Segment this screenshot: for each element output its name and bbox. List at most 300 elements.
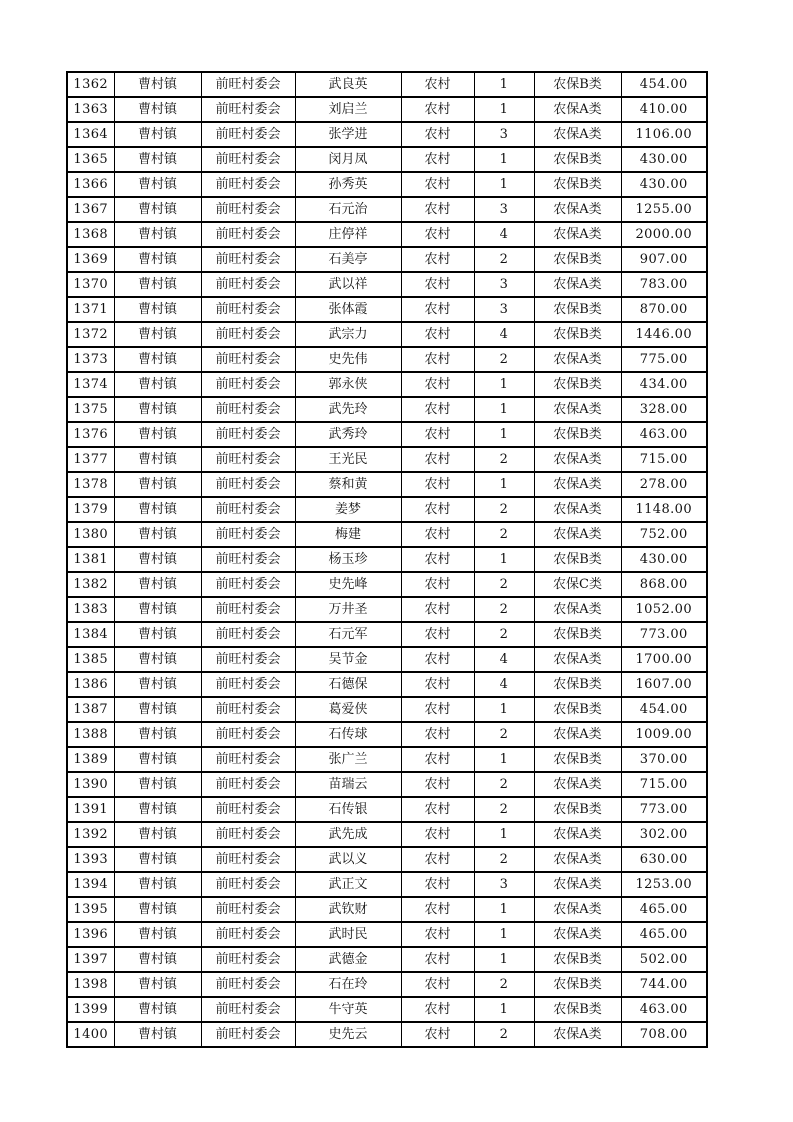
cell-amount: 1253.00 bbox=[621, 872, 707, 897]
cell-category: 农保A类 bbox=[534, 347, 621, 372]
cell-town: 曹村镇 bbox=[114, 747, 201, 772]
cell-residence: 农村 bbox=[401, 222, 474, 247]
cell-count: 2 bbox=[474, 622, 534, 647]
cell-village: 前旺村委会 bbox=[201, 872, 295, 897]
table-row bbox=[67, 697, 707, 722]
table-row bbox=[67, 97, 707, 122]
table-row bbox=[67, 922, 707, 947]
cell-seq: 1364 bbox=[67, 122, 114, 147]
cell-name: 武秀玲 bbox=[295, 422, 401, 447]
cell-category: 农保B类 bbox=[534, 997, 621, 1022]
cell-name: 石传球 bbox=[295, 722, 401, 747]
cell-count: 1 bbox=[474, 97, 534, 122]
cell-count: 2 bbox=[474, 447, 534, 472]
table-row bbox=[67, 147, 707, 172]
table-row bbox=[67, 572, 707, 597]
cell-residence: 农村 bbox=[401, 147, 474, 172]
cell-village: 前旺村委会 bbox=[201, 722, 295, 747]
cell-seq: 1367 bbox=[67, 197, 114, 222]
cell-village: 前旺村委会 bbox=[201, 922, 295, 947]
cell-town: 曹村镇 bbox=[114, 697, 201, 722]
cell-town: 曹村镇 bbox=[114, 72, 201, 97]
cell-town: 曹村镇 bbox=[114, 872, 201, 897]
cell-name: 武钦财 bbox=[295, 897, 401, 922]
table-row bbox=[67, 497, 707, 522]
cell-name: 庄停祥 bbox=[295, 222, 401, 247]
cell-residence: 农村 bbox=[401, 997, 474, 1022]
cell-category: 农保A类 bbox=[534, 647, 621, 672]
cell-town: 曹村镇 bbox=[114, 97, 201, 122]
cell-count: 1 bbox=[474, 922, 534, 947]
cell-name: 姜梦 bbox=[295, 497, 401, 522]
cell-residence: 农村 bbox=[401, 1022, 474, 1047]
table-row bbox=[67, 722, 707, 747]
cell-name: 张广兰 bbox=[295, 747, 401, 772]
cell-residence: 农村 bbox=[401, 97, 474, 122]
cell-count: 2 bbox=[474, 847, 534, 872]
cell-category: 农保B类 bbox=[534, 547, 621, 572]
cell-count: 4 bbox=[474, 647, 534, 672]
cell-category: 农保A类 bbox=[534, 97, 621, 122]
table-row bbox=[67, 522, 707, 547]
cell-category: 农保A类 bbox=[534, 847, 621, 872]
cell-name: 梅建 bbox=[295, 522, 401, 547]
table-row bbox=[67, 122, 707, 147]
cell-amount: 454.00 bbox=[621, 72, 707, 97]
cell-residence: 农村 bbox=[401, 947, 474, 972]
cell-village: 前旺村委会 bbox=[201, 897, 295, 922]
table-row bbox=[67, 247, 707, 272]
cell-town: 曹村镇 bbox=[114, 597, 201, 622]
cell-seq: 1389 bbox=[67, 747, 114, 772]
table-row bbox=[67, 397, 707, 422]
table-row bbox=[67, 172, 707, 197]
cell-residence: 农村 bbox=[401, 672, 474, 697]
cell-category: 农保A类 bbox=[534, 472, 621, 497]
cell-category: 农保B类 bbox=[534, 747, 621, 772]
cell-village: 前旺村委会 bbox=[201, 297, 295, 322]
cell-residence: 农村 bbox=[401, 572, 474, 597]
cell-count: 1 bbox=[474, 697, 534, 722]
cell-amount: 744.00 bbox=[621, 972, 707, 997]
cell-town: 曹村镇 bbox=[114, 897, 201, 922]
table-row bbox=[67, 347, 707, 372]
cell-category: 农保A类 bbox=[534, 922, 621, 947]
cell-village: 前旺村委会 bbox=[201, 397, 295, 422]
cell-name: 石美亭 bbox=[295, 247, 401, 272]
cell-town: 曹村镇 bbox=[114, 472, 201, 497]
cell-amount: 773.00 bbox=[621, 797, 707, 822]
cell-town: 曹村镇 bbox=[114, 147, 201, 172]
cell-count: 1 bbox=[474, 947, 534, 972]
cell-residence: 农村 bbox=[401, 772, 474, 797]
cell-village: 前旺村委会 bbox=[201, 647, 295, 672]
cell-category: 农保B类 bbox=[534, 947, 621, 972]
cell-amount: 410.00 bbox=[621, 97, 707, 122]
cell-category: 农保A类 bbox=[534, 597, 621, 622]
cell-town: 曹村镇 bbox=[114, 672, 201, 697]
cell-village: 前旺村委会 bbox=[201, 447, 295, 472]
cell-residence: 农村 bbox=[401, 422, 474, 447]
cell-category: 农保B类 bbox=[534, 672, 621, 697]
cell-town: 曹村镇 bbox=[114, 772, 201, 797]
cell-seq: 1387 bbox=[67, 697, 114, 722]
cell-name: 杨玉珍 bbox=[295, 547, 401, 572]
cell-town: 曹村镇 bbox=[114, 972, 201, 997]
table-row bbox=[67, 197, 707, 222]
cell-amount: 328.00 bbox=[621, 397, 707, 422]
cell-residence: 农村 bbox=[401, 597, 474, 622]
table-row bbox=[67, 997, 707, 1022]
cell-amount: 465.00 bbox=[621, 897, 707, 922]
cell-category: 农保B类 bbox=[534, 247, 621, 272]
cell-count: 1 bbox=[474, 147, 534, 172]
cell-name: 王光民 bbox=[295, 447, 401, 472]
cell-residence: 农村 bbox=[401, 497, 474, 522]
cell-village: 前旺村委会 bbox=[201, 747, 295, 772]
table-row bbox=[67, 72, 707, 97]
cell-town: 曹村镇 bbox=[114, 997, 201, 1022]
cell-seq: 1386 bbox=[67, 672, 114, 697]
cell-village: 前旺村委会 bbox=[201, 572, 295, 597]
cell-category: 农保A类 bbox=[534, 447, 621, 472]
cell-seq: 1378 bbox=[67, 472, 114, 497]
cell-village: 前旺村委会 bbox=[201, 622, 295, 647]
cell-name: 武先成 bbox=[295, 822, 401, 847]
cell-town: 曹村镇 bbox=[114, 572, 201, 597]
cell-count: 1 bbox=[474, 372, 534, 397]
cell-name: 史先峰 bbox=[295, 572, 401, 597]
cell-village: 前旺村委会 bbox=[201, 947, 295, 972]
cell-residence: 农村 bbox=[401, 547, 474, 572]
cell-seq: 1390 bbox=[67, 772, 114, 797]
cell-seq: 1391 bbox=[67, 797, 114, 822]
cell-name: 张学进 bbox=[295, 122, 401, 147]
cell-village: 前旺村委会 bbox=[201, 472, 295, 497]
cell-name: 吴节金 bbox=[295, 647, 401, 672]
cell-seq: 1363 bbox=[67, 97, 114, 122]
cell-category: 农保B类 bbox=[534, 72, 621, 97]
table-row bbox=[67, 547, 707, 572]
table-row bbox=[67, 972, 707, 997]
cell-amount: 783.00 bbox=[621, 272, 707, 297]
cell-town: 曹村镇 bbox=[114, 622, 201, 647]
cell-count: 3 bbox=[474, 197, 534, 222]
cell-village: 前旺村委会 bbox=[201, 547, 295, 572]
cell-village: 前旺村委会 bbox=[201, 322, 295, 347]
cell-village: 前旺村委会 bbox=[201, 222, 295, 247]
cell-name: 石德保 bbox=[295, 672, 401, 697]
cell-name: 葛爱侠 bbox=[295, 697, 401, 722]
cell-seq: 1362 bbox=[67, 72, 114, 97]
table-row bbox=[67, 472, 707, 497]
cell-amount: 430.00 bbox=[621, 172, 707, 197]
cell-seq: 1393 bbox=[67, 847, 114, 872]
cell-category: 农保B类 bbox=[534, 797, 621, 822]
cell-seq: 1375 bbox=[67, 397, 114, 422]
cell-count: 1 bbox=[474, 997, 534, 1022]
cell-category: 农保A类 bbox=[534, 522, 621, 547]
cell-town: 曹村镇 bbox=[114, 422, 201, 447]
cell-village: 前旺村委会 bbox=[201, 972, 295, 997]
cell-residence: 农村 bbox=[401, 722, 474, 747]
cell-amount: 708.00 bbox=[621, 1022, 707, 1047]
table-row bbox=[67, 447, 707, 472]
cell-seq: 1379 bbox=[67, 497, 114, 522]
cell-residence: 农村 bbox=[401, 197, 474, 222]
cell-amount: 463.00 bbox=[621, 997, 707, 1022]
cell-amount: 907.00 bbox=[621, 247, 707, 272]
cell-residence: 农村 bbox=[401, 272, 474, 297]
cell-residence: 农村 bbox=[401, 622, 474, 647]
cell-amount: 773.00 bbox=[621, 622, 707, 647]
cell-category: 农保A类 bbox=[534, 822, 621, 847]
cell-town: 曹村镇 bbox=[114, 397, 201, 422]
cell-count: 2 bbox=[474, 522, 534, 547]
table-body bbox=[67, 72, 707, 1047]
cell-village: 前旺村委会 bbox=[201, 797, 295, 822]
table-row bbox=[67, 797, 707, 822]
cell-category: 农保A类 bbox=[534, 397, 621, 422]
cell-residence: 农村 bbox=[401, 372, 474, 397]
cell-seq: 1395 bbox=[67, 897, 114, 922]
cell-town: 曹村镇 bbox=[114, 647, 201, 672]
cell-amount: 430.00 bbox=[621, 147, 707, 172]
cell-village: 前旺村委会 bbox=[201, 147, 295, 172]
cell-village: 前旺村委会 bbox=[201, 347, 295, 372]
cell-amount: 1106.00 bbox=[621, 122, 707, 147]
cell-amount: 1607.00 bbox=[621, 672, 707, 697]
cell-count: 1 bbox=[474, 472, 534, 497]
cell-count: 4 bbox=[474, 322, 534, 347]
cell-amount: 775.00 bbox=[621, 347, 707, 372]
cell-town: 曹村镇 bbox=[114, 172, 201, 197]
cell-category: 农保A类 bbox=[534, 197, 621, 222]
cell-village: 前旺村委会 bbox=[201, 122, 295, 147]
table-row bbox=[67, 297, 707, 322]
cell-seq: 1377 bbox=[67, 447, 114, 472]
cell-name: 史先伟 bbox=[295, 347, 401, 372]
cell-village: 前旺村委会 bbox=[201, 772, 295, 797]
table-row bbox=[67, 872, 707, 897]
cell-amount: 1446.00 bbox=[621, 322, 707, 347]
cell-town: 曹村镇 bbox=[114, 222, 201, 247]
cell-town: 曹村镇 bbox=[114, 247, 201, 272]
table-row bbox=[67, 322, 707, 347]
cell-count: 3 bbox=[474, 272, 534, 297]
pension-roster-table bbox=[66, 71, 708, 1048]
cell-count: 2 bbox=[474, 247, 534, 272]
cell-seq: 1368 bbox=[67, 222, 114, 247]
cell-town: 曹村镇 bbox=[114, 547, 201, 572]
cell-seq: 1371 bbox=[67, 297, 114, 322]
cell-residence: 农村 bbox=[401, 247, 474, 272]
cell-count: 1 bbox=[474, 72, 534, 97]
cell-name: 武以祥 bbox=[295, 272, 401, 297]
cell-name: 刘启兰 bbox=[295, 97, 401, 122]
cell-category: 农保B类 bbox=[534, 697, 621, 722]
table-row bbox=[67, 747, 707, 772]
cell-amount: 715.00 bbox=[621, 447, 707, 472]
cell-count: 1 bbox=[474, 747, 534, 772]
cell-village: 前旺村委会 bbox=[201, 197, 295, 222]
table-row bbox=[67, 772, 707, 797]
cell-residence: 农村 bbox=[401, 472, 474, 497]
table-row bbox=[67, 1022, 707, 1047]
cell-name: 武先玲 bbox=[295, 397, 401, 422]
cell-seq: 1381 bbox=[67, 547, 114, 572]
cell-seq: 1376 bbox=[67, 422, 114, 447]
cell-village: 前旺村委会 bbox=[201, 1022, 295, 1047]
cell-town: 曹村镇 bbox=[114, 297, 201, 322]
table-row bbox=[67, 897, 707, 922]
cell-amount: 463.00 bbox=[621, 422, 707, 447]
cell-town: 曹村镇 bbox=[114, 822, 201, 847]
cell-residence: 农村 bbox=[401, 747, 474, 772]
cell-name: 石在玲 bbox=[295, 972, 401, 997]
table-row bbox=[67, 822, 707, 847]
cell-category: 农保A类 bbox=[534, 872, 621, 897]
cell-seq: 1380 bbox=[67, 522, 114, 547]
cell-name: 郭永侠 bbox=[295, 372, 401, 397]
table-row bbox=[67, 597, 707, 622]
cell-category: 农保B类 bbox=[534, 622, 621, 647]
cell-name: 武良英 bbox=[295, 72, 401, 97]
cell-residence: 农村 bbox=[401, 822, 474, 847]
cell-town: 曹村镇 bbox=[114, 947, 201, 972]
cell-village: 前旺村委会 bbox=[201, 372, 295, 397]
cell-village: 前旺村委会 bbox=[201, 422, 295, 447]
cell-seq: 1398 bbox=[67, 972, 114, 997]
cell-village: 前旺村委会 bbox=[201, 697, 295, 722]
cell-seq: 1385 bbox=[67, 647, 114, 672]
cell-amount: 1148.00 bbox=[621, 497, 707, 522]
cell-name: 苗瑞云 bbox=[295, 772, 401, 797]
cell-name: 武宗力 bbox=[295, 322, 401, 347]
cell-seq: 1365 bbox=[67, 147, 114, 172]
cell-town: 曹村镇 bbox=[114, 347, 201, 372]
cell-village: 前旺村委会 bbox=[201, 847, 295, 872]
cell-amount: 715.00 bbox=[621, 772, 707, 797]
cell-name: 闵月凤 bbox=[295, 147, 401, 172]
cell-residence: 农村 bbox=[401, 797, 474, 822]
cell-town: 曹村镇 bbox=[114, 722, 201, 747]
cell-amount: 502.00 bbox=[621, 947, 707, 972]
cell-name: 蔡和黄 bbox=[295, 472, 401, 497]
cell-residence: 农村 bbox=[401, 847, 474, 872]
cell-name: 张体霞 bbox=[295, 297, 401, 322]
cell-category: 农保B类 bbox=[534, 147, 621, 172]
cell-category: 农保B类 bbox=[534, 972, 621, 997]
cell-name: 石传银 bbox=[295, 797, 401, 822]
cell-residence: 农村 bbox=[401, 172, 474, 197]
cell-residence: 农村 bbox=[401, 397, 474, 422]
cell-amount: 752.00 bbox=[621, 522, 707, 547]
cell-residence: 农村 bbox=[401, 522, 474, 547]
cell-residence: 农村 bbox=[401, 972, 474, 997]
cell-category: 农保A类 bbox=[534, 272, 621, 297]
cell-seq: 1370 bbox=[67, 272, 114, 297]
cell-residence: 农村 bbox=[401, 322, 474, 347]
cell-village: 前旺村委会 bbox=[201, 97, 295, 122]
cell-residence: 农村 bbox=[401, 897, 474, 922]
cell-village: 前旺村委会 bbox=[201, 522, 295, 547]
cell-count: 2 bbox=[474, 772, 534, 797]
cell-seq: 1397 bbox=[67, 947, 114, 972]
cell-town: 曹村镇 bbox=[114, 322, 201, 347]
cell-residence: 农村 bbox=[401, 347, 474, 372]
cell-count: 1 bbox=[474, 547, 534, 572]
cell-seq: 1392 bbox=[67, 822, 114, 847]
cell-count: 2 bbox=[474, 797, 534, 822]
cell-amount: 870.00 bbox=[621, 297, 707, 322]
cell-village: 前旺村委会 bbox=[201, 822, 295, 847]
cell-count: 2 bbox=[474, 972, 534, 997]
cell-category: 农保A类 bbox=[534, 222, 621, 247]
cell-amount: 454.00 bbox=[621, 697, 707, 722]
cell-seq: 1372 bbox=[67, 322, 114, 347]
cell-category: 农保A类 bbox=[534, 122, 621, 147]
cell-residence: 农村 bbox=[401, 122, 474, 147]
cell-count: 2 bbox=[474, 347, 534, 372]
cell-seq: 1374 bbox=[67, 372, 114, 397]
cell-category: 农保A类 bbox=[534, 772, 621, 797]
cell-count: 1 bbox=[474, 397, 534, 422]
cell-town: 曹村镇 bbox=[114, 522, 201, 547]
cell-seq: 1400 bbox=[67, 1022, 114, 1047]
cell-category: 农保A类 bbox=[534, 497, 621, 522]
cell-village: 前旺村委会 bbox=[201, 597, 295, 622]
cell-residence: 农村 bbox=[401, 872, 474, 897]
cell-name: 万井圣 bbox=[295, 597, 401, 622]
cell-amount: 370.00 bbox=[621, 747, 707, 772]
cell-town: 曹村镇 bbox=[114, 272, 201, 297]
cell-amount: 465.00 bbox=[621, 922, 707, 947]
cell-seq: 1384 bbox=[67, 622, 114, 647]
cell-town: 曹村镇 bbox=[114, 1022, 201, 1047]
cell-seq: 1373 bbox=[67, 347, 114, 372]
cell-count: 3 bbox=[474, 872, 534, 897]
cell-count: 2 bbox=[474, 1022, 534, 1047]
cell-amount: 630.00 bbox=[621, 847, 707, 872]
table-row bbox=[67, 847, 707, 872]
cell-village: 前旺村委会 bbox=[201, 272, 295, 297]
cell-count: 2 bbox=[474, 597, 534, 622]
cell-count: 2 bbox=[474, 572, 534, 597]
cell-amount: 1255.00 bbox=[621, 197, 707, 222]
table-row bbox=[67, 272, 707, 297]
cell-category: 农保A类 bbox=[534, 897, 621, 922]
cell-town: 曹村镇 bbox=[114, 197, 201, 222]
cell-village: 前旺村委会 bbox=[201, 497, 295, 522]
cell-amount: 434.00 bbox=[621, 372, 707, 397]
cell-amount: 1700.00 bbox=[621, 647, 707, 672]
cell-seq: 1396 bbox=[67, 922, 114, 947]
cell-amount: 302.00 bbox=[621, 822, 707, 847]
cell-name: 牛守英 bbox=[295, 997, 401, 1022]
cell-village: 前旺村委会 bbox=[201, 172, 295, 197]
table-row bbox=[67, 222, 707, 247]
cell-seq: 1366 bbox=[67, 172, 114, 197]
cell-amount: 1009.00 bbox=[621, 722, 707, 747]
cell-residence: 农村 bbox=[401, 697, 474, 722]
cell-category: 农保A类 bbox=[534, 1022, 621, 1047]
cell-residence: 农村 bbox=[401, 72, 474, 97]
table-row bbox=[67, 672, 707, 697]
cell-residence: 农村 bbox=[401, 922, 474, 947]
cell-name: 孙秀英 bbox=[295, 172, 401, 197]
cell-name: 石元军 bbox=[295, 622, 401, 647]
